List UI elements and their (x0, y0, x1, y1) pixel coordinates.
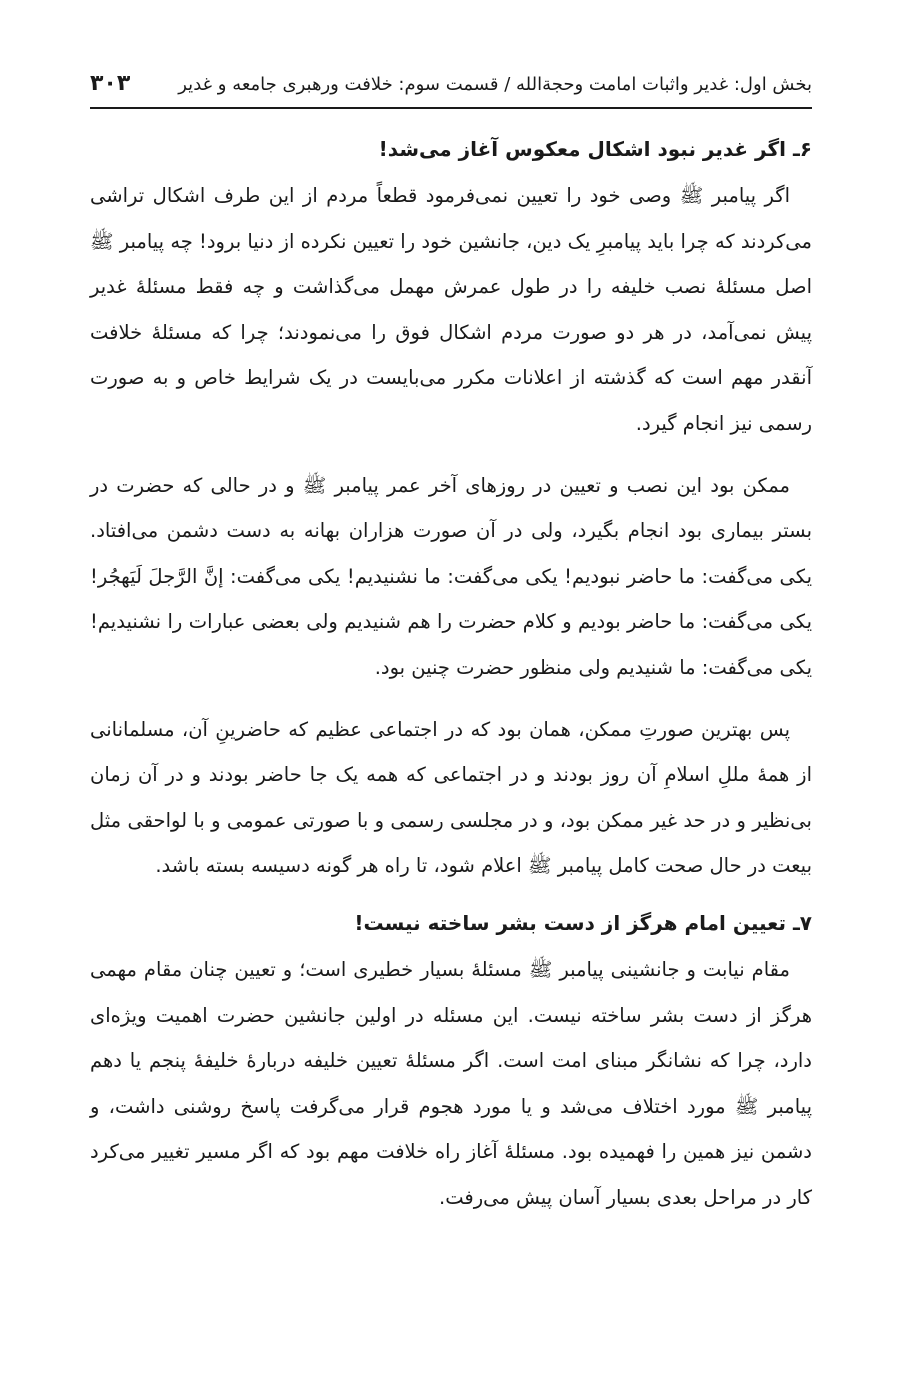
book-page (90, 64, 812, 1220)
running-header-title: بخش اول: غدیر واثبات امامت وحجةالله / قسمت سوم: خلافت ورهبری جامعه و غدیر (178, 74, 812, 95)
paragraph: مقام نیابت و جانشینی پیامبر ﷺ مسئلهٔ بسیار خطیری است؛ و تعیین چنان مقام مهمی هرگز از دست بشر ساخته نیست. این مسئله در اولین جانشین حضرت اهمیت ویژه‌ای دارد، چرا که نشانگر مبنای امت است. اگر مسئلهٔ تعیین خلیفه دربارهٔ خلیفهٔ پنجم یا دهم پیامبر ﷺ مورد اختلاف می‌شد و یا مورد هجوم قرار می‌گرفت پاسخ روشنی داشت، و دشمن نیز همین را فهمیده بود. مسئلهٔ آغاز راه خلافت مهم بود که اگر مسیر تغییر می‌کرد کار در مراحل بعدی بسیار آسان پیش می‌رفت. (90, 957, 812, 1209)
paragraph: پس بهترین صورتِ ممکن، همان بود که در اجتماعی عظیم که حاضرینِ آن، مسلمانانی از همهٔ مللِ اسلامِ آن روز بودند و در اجتماعی که همه یک جا حاضر بودند و در آن زمان بی‌نظیر و در حد غیر ممکن بود، و در مجلسی رسمی و با صورتی عمومی و با لواحقی مثل بیعت در حال صحت کامل پیامبر ﷺ اعلام شود، تا راه هر گونه دسیسه بسته باشد. (90, 717, 812, 878)
section-heading: ۷ـ تعیین امام هرگز از دست بشر ساخته نیست! (354, 910, 812, 935)
paragraph: ممکن بود این نصب و تعیین در روزهای آخر عمر پیامبر ﷺ و در حالی که حضرت در بستر بیماری بود انجام بگیرد، ولی در آن صورت هزاران بهانه به دست دشمن می‌افتاد. یکی می‌گفت: ما حاضر نبودیم! یکی می‌گفت: ما نشنیدیم! یکی می‌گفت: إنَّ الرَّجلَ لَیَهجُر! یکی می‌گفت: ما حاضر بودیم و کلام حضرت را هم شنیدیم ولی بعضی عبارات را نشنیدیم! یکی می‌گفت: ما شنیدیم ولی منظور حضرت چنین بود. (90, 473, 812, 679)
paragraph: اگر پیامبر ﷺ وصی خود را تعیین نمی‌فرمود قطعاً مردم از این طرف اشکال تراشی می‌کردند که چرا باید پیامبرِ یک دین، جانشین خود را تعیین نکرده از دنیا برود! چه پیامبر ﷺ اصل مسئلهٔ نصب خلیفه را در طول عمرش مهمل می‌گذاشت و چه فقط مسئلهٔ غدیر پیش نمی‌آمد، در هر دو صورت مردم اشکال فوق را می‌نمودند؛ چرا که مسئلهٔ خلافت آنقدر مهم است که گذشته از اعلانات مکرر می‌بایست در یک شرایط خاص و به صورت رسمی نیز انجام گیرد. (90, 184, 812, 435)
section-heading: ۶ـ اگر غدیر نبود اشکال معکوس آغاز می‌شد! (378, 137, 812, 161)
page-number: ۳۰۳ (90, 71, 131, 96)
running-header (90, 64, 812, 109)
section-7 (90, 905, 812, 1221)
section-6 (90, 131, 812, 889)
